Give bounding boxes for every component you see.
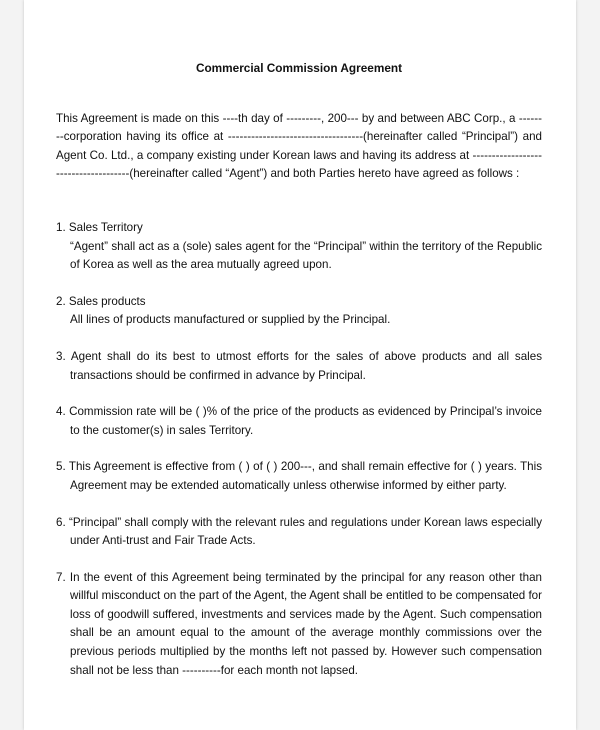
- clause-heading: 2. Sales products: [56, 294, 146, 308]
- clause-compliance: [56, 514, 542, 551]
- clause-agent-efforts: [56, 348, 542, 385]
- document-title: Commercial Commission Agreement: [195, 61, 403, 75]
- clause-heading: 1. Sales Territory: [56, 220, 143, 234]
- clause-text: 7. In the event of this Agreement being terminated by the principal for any reason other than willful misconduct on the part of the Agent, the Agent shall be entitled to be compensated for loss of goodwill suffered, investments and services made by the Agent. Such compensation shall be an amount equal to the amount of the average monthly commissions over the previous periods multiplied by the months left not passed by. However such compensation shall not be less than ----------for each month not lapsed.: [56, 570, 542, 677]
- clause-body: “Agent” shall act as a (sole) sales agent for the “Principal” within the territory of the Republic of Korea as well as the area mutually agreed upon.: [70, 239, 542, 272]
- clause-text: 5. This Agreement is effective from ( ) of ( ) 200---, and shall remain effective for ( ) years. This Agreement may be extended automatically unless otherwise informed by either party.: [56, 460, 542, 492]
- clause-commission-rate: [56, 403, 542, 440]
- clause-body: All lines of products manufactured or supplied by the Principal.: [70, 313, 391, 327]
- document-page: [24, 0, 576, 730]
- clause-termination: [56, 569, 542, 681]
- clause-text: 3. Agent shall do its best to utmost efforts for the sales of above products and all sales transactions should be confirmed in advance by Principal.: [56, 349, 542, 382]
- clause-text: 4. Commission rate will be ( )% of the price of the products as evidenced by Principal’s invoice to the customer(s) in sales Territory.: [56, 405, 542, 437]
- clause-term: [56, 458, 542, 495]
- clause-text: 6. “Principal” shall comply with the relevant rules and regulations under Korean laws especially under Anti-trust and Fair Trade Acts.: [56, 515, 542, 548]
- clause-sales-products: [56, 293, 542, 330]
- intro-paragraph: This Agreement is made on this ----th day of ---------, 200--- by and between ABC Corp., a --------corporation having its office at -----------------------------------(hereinafter called “Principal”) and Agent Co. Ltd., a company existing under Korean laws and having its address at -------------------------------------(hereinafter called “Agent”) and both Parties hereto have agreed as follows :: [56, 111, 542, 181]
- document-body: [56, 59, 542, 698]
- clause-sales-territory: [56, 219, 542, 275]
